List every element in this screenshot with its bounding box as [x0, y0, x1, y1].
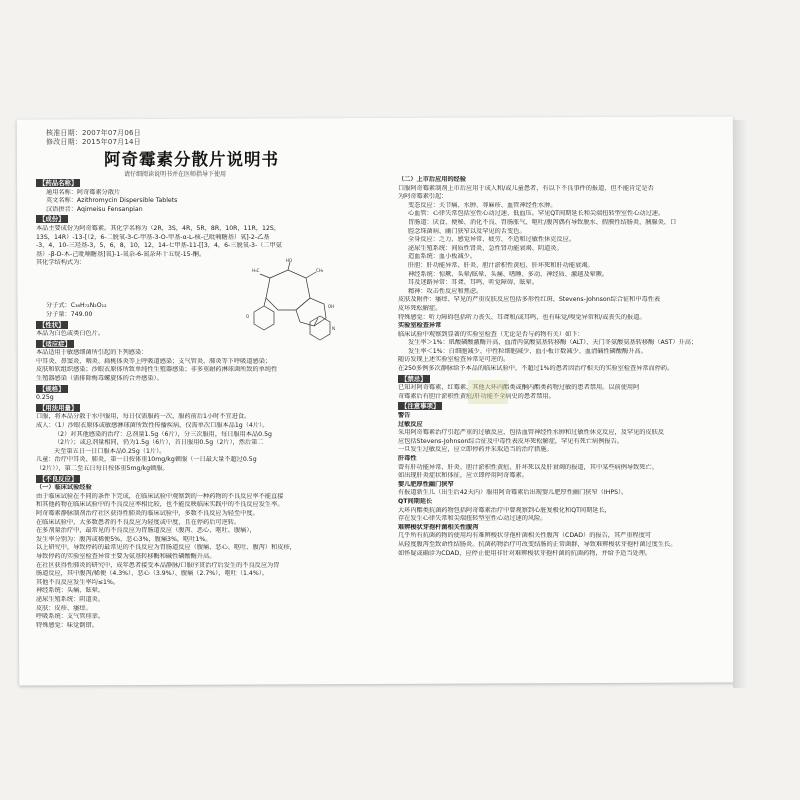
section-heading: 【规格】 [36, 385, 68, 393]
text-line: 基）-β-D-木-己吡喃糖基]氧]-1-氧杂-6-氮杂环十五烷-15-酮。 [36, 250, 206, 258]
text-line: 皮肤和软组织感染；沙眼衣原体所致单纯性生殖器感染；非多重耐药淋球菌所致的单纯性 [36, 366, 278, 374]
usage-notice: 请仔细阅读说明书并在医师指导下使用 [124, 171, 227, 178]
section-heading: 【成份】 [36, 215, 68, 223]
text-line: 泌尿生殖系统：间质性肾炎、急性肾功能衰竭、阴道炎。 [408, 244, 563, 252]
text-line: 全身反应：乏力、感觉异常、疲劳、不适和过敏性休克反应。 [408, 236, 576, 244]
subheading: 肝毒性 [398, 455, 417, 462]
section-heading: 【药品名称】 [36, 179, 80, 187]
text-line: 如出现肝炎症状和体征，应立即停用阿奇霉素。 [398, 472, 528, 480]
svg-text:H₃C: H₃C [252, 268, 260, 273]
text-line: 从轻度腹泻至致命性结肠炎。抗菌药物治疗可改变结肠的正常菌群，导致难辨梭状芽孢杆菌过度生长。 [398, 540, 677, 548]
text-line: 分子量：749.00 [46, 310, 93, 318]
chemical-structure-diagram [240, 258, 345, 343]
text-line: 和其他药物在临床试验中的不良反应率相比较，也不能反映临床实践中的不良反应发生率。 [36, 501, 284, 509]
text-line: 变态反应：关节痛、水肿、荨麻疹、血管神经性水肿。 [408, 201, 557, 209]
section-heading: 【用法用量】 [36, 404, 80, 412]
text-line: 为阿奇霉素引起： [398, 193, 448, 201]
text-line: 中耳炎、鼻窦炎、咽炎、扁桃体炎等上呼吸道感染；支气管炎、肺炎等下呼吸道感染； [36, 357, 272, 365]
text-line: 分子式：C₃₈H₇₂N₂O₁₂ [46, 302, 107, 310]
section-heading: 【禁忌】 [398, 375, 430, 383]
text-line: 口服阿奇霉素制剂上市后应用于成人和/或儿童患者，有以下不良事件的报道，但不能肯定是否 [398, 184, 654, 192]
text-line: 以上研究中，导致停药的最常见的不良反应为胃肠道反应（腹痛、恶心、呕吐、腹泻）和皮疹， [36, 544, 296, 552]
subheading: （一）临床试验经验 [36, 484, 92, 492]
faded-highlight-mark [468, 380, 508, 404]
section-heading-line [36, 403, 372, 414]
text-line: 0.25g [36, 394, 54, 402]
text-line: 已知对阿奇霉素、红霉素、其他大环内酯类或酮内酯类药物过敏的患者禁用。以前使用阿 [398, 384, 640, 392]
section-heading-line [36, 178, 372, 189]
text-line: 成人：（1）沙眼衣原体或敏感淋球菌所致性传播疾病，仅需单次口服本品1g（4片）。 [36, 422, 269, 430]
text-line: 皮肤及附件：瘙痒、罕见的严重皮肤反应包括多形性红斑、Stevens-Johnson综合征和中毒性表 [398, 296, 661, 304]
svg-text:HO: HO [286, 258, 293, 263]
text-line: 导致停药的实验室检查异常主要为氨基转移酶和碱性磷酸酶升高。 [36, 552, 216, 560]
text-line: 英文名称：Azithromycin Dispersible Tablets [46, 197, 178, 205]
text-line: 随访发现上述实验室检查异常是可逆的。 [398, 356, 510, 364]
text-line: 发生率＞1%：肌酸磷酸激酶升高、血清丙氨酸氨基转移酶（ALT）、天门冬氨酸氨基转移酶（AST）升高； [408, 339, 698, 347]
left-text-column [36, 178, 372, 678]
text-line: 呼吸系统：支气管痉挛。 [36, 613, 105, 621]
section-heading-line [36, 384, 372, 395]
text-line: 其他不良反应发生率均≤1%。 [36, 578, 120, 586]
text-line: 神经系统：惊厥、头晕/眩晕、头痛、嗜睡、多动、神经质、激越及晕厥。 [408, 270, 609, 278]
text-line: 耳及迷路异常：耳聋、耳鸣、听觉障碍、眩晕。 [408, 279, 538, 287]
text-line: 其化学结构式为： [36, 259, 86, 267]
text-line: 在临床试验中，大多数患者的不良反应为轻度或中度，且在停药后可逆转。 [36, 518, 241, 526]
text-line: 胃肠道：厌食、便秘、消化不良、胃肠胀气、呕吐/腹泻偶有导致脱水、假膜性结肠炎、胰腺炎、口 [408, 218, 677, 226]
section-heading-line [36, 474, 372, 485]
text-line: 发生率分别为：腹泻或稀便5%，恶心3%，腹痛3%，呕吐1%。 [36, 535, 212, 543]
text-line: 特殊感觉：味觉倒错。 [36, 621, 98, 629]
text-line: 儿童：治疗中耳炎、肺炎，第一日按体重10mg/kg顿服（一日最大量不超过0.5g [36, 456, 257, 464]
text-line: 神经系统：头痛、眩晕。 [36, 587, 105, 595]
svg-text:OH: OH [328, 304, 335, 309]
text-line: 有报道新生儿（出生后42天内）服用阿奇霉素后出现婴儿肥厚性幽门狭窄（IHPS）。 [398, 489, 628, 497]
section-heading-line [398, 374, 730, 385]
subheading: 实验室检查异常 [398, 322, 442, 330]
page-edge-shadow [733, 120, 747, 688]
subheading: （二）上市后应用的经验 [398, 176, 467, 183]
subheading: 警告 [398, 412, 411, 420]
text-line: 由于临床试验在不同的条件下完成，在临床试验中观察到的一种药物的不良反应率不能直接 [36, 492, 284, 500]
document-title: 阿奇霉素分散片说明书 [104, 150, 279, 169]
section-heading-line [36, 214, 372, 225]
revision-date: 修改日期：2015年07月14日 [46, 138, 141, 146]
text-line: 心血管：心律失常包括室性心动过速、低血压。罕见QT间期延长和尖端扭转型室性心动过速。 [408, 210, 665, 218]
section-heading: 【适应症】 [36, 340, 74, 348]
text-line: 皮肤：皮疹、瘙痒。 [36, 604, 92, 612]
text-line: 存在发生心律失常和尖端扭转型室性心动过速的风险。 [398, 515, 547, 523]
svg-text:N: N [332, 326, 335, 331]
section-heading-line [398, 401, 730, 412]
text-line: 应包括Stevens-Johnson综合征及中毒性表皮坏死松解症，罕见有死亡病例报告。 [398, 437, 623, 445]
svg-text:O: O [246, 314, 250, 319]
text-line: 奇霉素后有胆汁淤积性黄疸/肝功能不全病史的患者禁用。 [398, 392, 555, 400]
text-line: 发生率＜1%：白细胞减少、中性粒细胞减少、血小板计数减少、血清碱性磷酸酶升高。 [408, 347, 647, 355]
text-line: 造血系统：血小板减少。 [408, 253, 477, 261]
text-line: 在250多例多次静脉给予本品的临床试验中，不超过1%的患者因治疗相关的实验室检查异常而停药。 [398, 365, 674, 373]
svg-text:CH₃: CH₃ [316, 268, 324, 273]
text-line: 肝胆：肝功能异常、肝炎、胆汁淤积性黄疸、肝坏死和肝功能衰竭。 [408, 261, 594, 269]
text-line: 天至第五日一日口服本品0.25g（1片）。 [54, 447, 166, 455]
text-line: 皮坏死松解症。 [398, 304, 442, 312]
subheading: 婴儿肥厚性幽门狭窄 [398, 480, 454, 488]
section-heading: 【不良反应】 [36, 475, 80, 483]
text-line: 一旦发生过敏反应，应立即停药并采取适当的治疗措施。 [398, 446, 553, 454]
text-line: （2片）；或总剂量相同，仍为1.5g（6片），首日服用0.5g（2片），然后第二 [54, 439, 264, 447]
text-line: 本品为白色或类白色片。 [36, 330, 105, 338]
text-line: -3，4，10-三羟基-3，5，6，8，10，12，14-七甲基-11-[[3，4，6-三脱氧-3-（二甲氨 [36, 242, 282, 250]
text-line: 如怀疑或确诊为CDAD，应停止使用非针对难辨梭状芽孢杆菌的抗菌药物，并给予适当处理。 [398, 549, 652, 557]
approval-date: 核准日期：2007年07月06日 [46, 129, 141, 137]
text-line: 特殊感觉：听力障碍包括听力丧失、耳聋和/或耳鸣，也有味觉/嗅觉异常和/或丧失的报道。 [398, 313, 646, 321]
text-line: 在多剂量治疗中，最常见的不良反应为胃肠道反应（腹泻、恶心、呕吐、腹痛）， [36, 527, 256, 535]
subheading: QT间期延长 [398, 497, 433, 505]
subheading: 过敏反应 [398, 420, 423, 428]
right-text-column [398, 176, 730, 678]
text-line: 临床试验中观察到显著的实验室检查（无论是否与药物有关）如下： [398, 330, 584, 338]
text-line: （2片）），第二至五日每日按体重5mg/kg顿服。 [36, 465, 169, 472]
text-line: 大环内酯类抗菌药物包括阿奇霉素治疗中曾观察到心脏复极化和QT间期延长， [398, 506, 611, 514]
text-line: 腔念珠菌病、幽门狭窄以及罕见的舌变色。 [408, 227, 526, 235]
text-line: 肠道反应，其中腹泻/稀便（4.3%）、恶心（3.9%）、腹痛（2.7%）、呕吐（1.4%）。 [36, 570, 268, 578]
text-line: 在社区获得性肺炎的研究中，成年患者接受本品静脉/口服序贯治疗后发生的不良反应为胃 [36, 561, 280, 569]
text-line: 曾有肝功能异常、肝炎、胆汁淤积性黄疸、肝坏死以及肝衰竭的报道，其中某些病例导致死亡。 [398, 463, 658, 471]
text-line: 本品主要成份为阿奇霉素。其化学名称为（2R，3S，4R，5R，8R，10R，11R，12S， [36, 224, 281, 232]
text-line: 泌尿生殖系统：阴道炎。 [36, 595, 105, 603]
text-line: 口服，将本品分散于水中服用，每日仅需服药一次，服药前后1小时不宜进食。 [36, 413, 251, 421]
text-line: （2）对其他感染的治疗：总剂量1.5g（6片），分三次服用，每日服用本品0.5g [54, 430, 272, 438]
text-line: 采用阿奇霉素治疗引起严重的过敏反应，包括血管神经性水肿和过敏性休克反应，及罕见的皮肤反 [398, 429, 665, 437]
text-line: 阿奇霉素静脉制剂治疗社区获得性肺炎的临床试验中，多数不良反应为轻至中度。 [36, 509, 259, 517]
subheading: 难辨梭状芽孢杆菌相关性腹泻 [398, 523, 479, 531]
section-heading: 【注意事项】 [398, 402, 442, 410]
section-heading: 【性状】 [36, 321, 68, 329]
text-line: 通用名称：阿奇霉素分散片 [46, 188, 121, 196]
text-line: 精神：攻击性反应和焦虑。 [408, 287, 483, 295]
text-line: 几乎所有抗菌药物的使用均有难辨梭状芽孢杆菌相关性腹泻（CDAD）的报告，其严重程度可 [398, 532, 652, 540]
text-line: 生殖器感染（需排除梅毒螺旋体的合并感染）。 [36, 375, 163, 383]
text-line: 本品适用于敏感细菌所引起的下列感染： [36, 349, 148, 357]
text-line: 13S，14R）-13-[（2，6-二脱氧-3-C-甲基-3-O-甲基-α-L-核-己吡喃糖基）氧]-2-乙基 [36, 233, 270, 241]
text-line: 汉语拼音：Aqimeisu Fensanpian [46, 205, 143, 213]
